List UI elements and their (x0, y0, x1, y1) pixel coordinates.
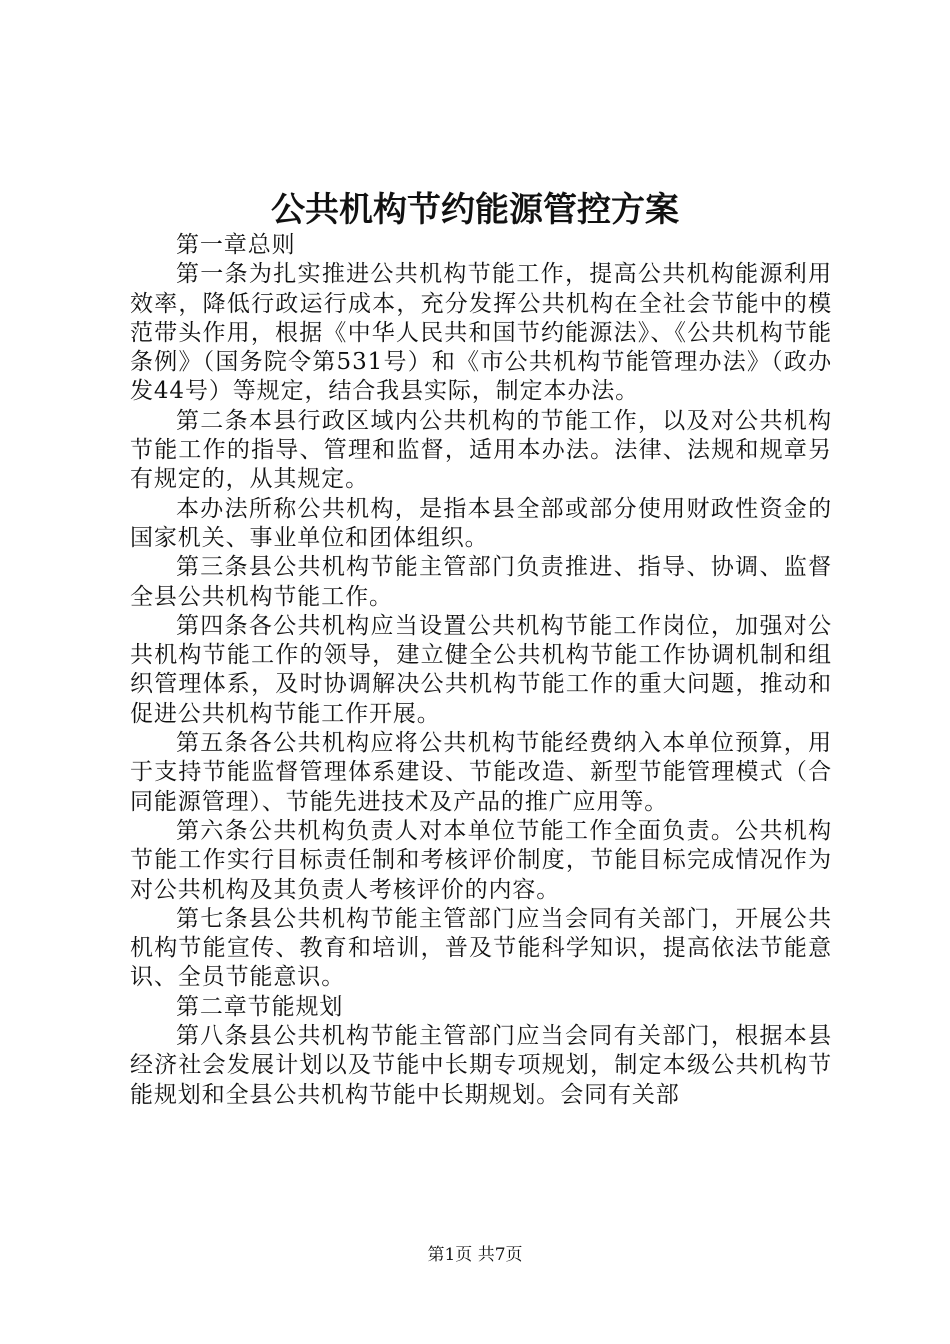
article-paragraph: 第四条各公共机构应当设置公共机构节能工作岗位，加强对公共机构节能工作的领导，建立健全公共机构节能工作协调机制和组织管理体系，及时协调解决公共机构节能工作的重大问题，推动和促进公共机构节能工作开展。 (130, 612, 832, 727)
chapter-heading: 第二章节能规划 (176, 993, 344, 1020)
article-paragraph: 第七条县公共机构节能主管部门应当会同有关部门，开展公共机构节能宣传、教育和培训，普及节能科学知识，提高依法节能意识、全员节能意识。 (130, 905, 832, 991)
document-title: 公共机构节约能源管控方案 (271, 190, 679, 230)
article-paragraph: 第二条本县行政区域内公共机构的节能工作，以及对公共机构节能工作的指导、管理和监督，适用本办法。法律、法规和规章另有规定的，从其规定。 (130, 407, 832, 493)
article-paragraph: 本办法所称公共机构，是指本县全部或部分使用财政性资金的国家机关、事业单位和团体组织。 (130, 495, 832, 551)
article-paragraph: 第一条为扎实推进公共机构节能工作，提高公共机构能源利用效率，降低行政运行成本，充分发挥公共机构在全社会节能中的模范带头作用，根据《中华人民共和国节约能源法》、《公共机构节能条例》（国务院令第531号）和《市公共机构节能管理办法》（政办发44号）等规定，结合我县实际，制定本办法。 (130, 261, 832, 405)
page-footer: 第1页 共7页 (427, 1245, 523, 1265)
article-paragraph: 第五条各公共机构应将公共机构节能经费纳入本单位预算，用于支持节能监督管理体系建设、节能改造、新型节能管理模式（合同能源管理）、节能先进技术及产品的推广应用等。 (130, 730, 832, 815)
article-paragraph: 第三条县公共机构节能主管部门负责推进、指导、协调、监督全县公共机构节能工作。 (130, 554, 832, 610)
document-body (130, 231, 832, 1110)
article-paragraph: 第六条公共机构负责人对本单位节能工作全面负责。公共机构节能工作实行目标责任制和考核评价制度，节能目标完成情况作为对公共机构及其负责人考核评价的内容。 (130, 817, 832, 903)
chapter-heading: 第一章总则 (176, 232, 296, 258)
article-paragraph: 第八条县公共机构节能主管部门应当会同有关部门，根据本县经济社会发展计划以及节能中长期专项规划，制定本级公共机构节能规划和全县公共机构节能中长期规划。会同有关部 (130, 1023, 832, 1108)
